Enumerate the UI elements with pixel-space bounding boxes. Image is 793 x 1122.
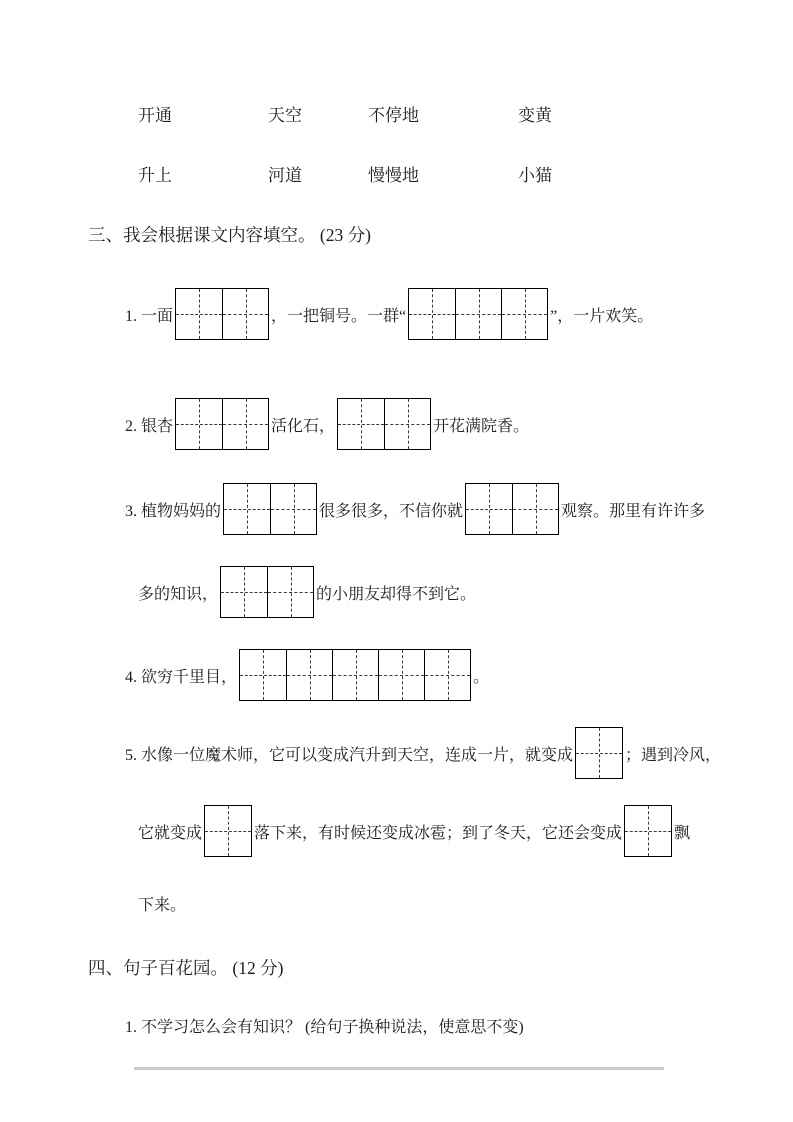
word: 升上	[138, 166, 172, 185]
q5-line3	[138, 895, 793, 917]
grid-cell[interactable]	[221, 567, 267, 617]
text-run: 2. 银杏	[125, 417, 174, 435]
answer-grid[interactable]	[337, 398, 431, 450]
word: 变黄	[518, 106, 552, 125]
grid-cell[interactable]	[455, 289, 501, 339]
word: 天空	[268, 106, 302, 125]
answer-grid[interactable]	[624, 805, 672, 857]
grid-cell[interactable]	[240, 650, 286, 700]
q5-line2	[138, 803, 793, 859]
grid-cell[interactable]	[384, 399, 430, 449]
text-run: 观察。那里有许许多	[561, 502, 706, 520]
answer-grid[interactable]	[239, 649, 471, 701]
text-run: 活化石，	[271, 417, 336, 435]
word-bank-row-1	[138, 106, 793, 126]
text-run: ；遇到冷风，	[625, 746, 722, 764]
q4-line1	[125, 647, 793, 703]
text-run: 5. 水像一位魔术师，它可以变成汽升到天空，连成一片，就变成	[125, 746, 574, 764]
q3-line1	[125, 481, 793, 537]
q1-line1	[125, 286, 793, 342]
answer-grid[interactable]	[408, 288, 548, 340]
grid-cell[interactable]	[424, 650, 470, 700]
text-run: 很多很多，不信你就	[319, 502, 464, 520]
text-run: ，一把铜号。一群“	[271, 307, 407, 325]
grid-cell[interactable]	[576, 728, 622, 778]
q3-line2	[138, 564, 793, 620]
grid-cell[interactable]	[222, 399, 268, 449]
answer-grid[interactable]	[220, 566, 314, 618]
text-run: 落下来，有时候还变成冰雹；到了冬天，它还会变成	[254, 824, 623, 842]
grid-cell[interactable]	[501, 289, 547, 339]
grid-cell[interactable]	[176, 399, 222, 449]
word: 河道	[268, 166, 302, 185]
grid-cell[interactable]	[286, 650, 332, 700]
grid-cell[interactable]	[205, 806, 251, 856]
grid-cell[interactable]	[270, 484, 316, 534]
text-run: ”，一片欢笑。	[550, 307, 654, 325]
answer-grid[interactable]	[175, 288, 269, 340]
q2-line1	[125, 396, 793, 452]
text-run: 下来。	[138, 897, 187, 914]
grid-cell[interactable]	[176, 289, 222, 339]
text-run: 。	[473, 668, 490, 686]
text-run: 飘	[674, 824, 691, 842]
answer-grid[interactable]	[175, 398, 269, 450]
grid-cell[interactable]	[224, 484, 270, 534]
word: 慢慢地	[368, 166, 419, 185]
text-run: 1. 一面	[125, 307, 174, 325]
section4-q1: 1. 不学习怎么会有知识？ (给句子换种说法，使意思不变)	[125, 1019, 524, 1036]
text-run: 多的知识，	[138, 585, 219, 603]
grid-cell[interactable]	[466, 484, 512, 534]
grid-cell[interactable]	[222, 289, 268, 339]
footer-divider	[134, 1067, 664, 1070]
text-run: 的小朋友却得不到它。	[316, 585, 477, 603]
q5-line1	[125, 725, 793, 781]
answer-grid[interactable]	[465, 483, 559, 535]
answer-grid[interactable]	[204, 805, 252, 857]
text-run: 它就变成	[138, 824, 203, 842]
section3-heading: 三、我会根据课文内容填空。 (23 分)	[88, 225, 371, 245]
grid-cell[interactable]	[512, 484, 558, 534]
word: 小猫	[518, 166, 552, 185]
section4-heading: 四、句子百花园。 (12 分)	[88, 958, 284, 978]
grid-cell[interactable]	[332, 650, 378, 700]
word: 开通	[138, 106, 172, 125]
text-run: 开花满院香。	[433, 417, 530, 435]
answer-grid[interactable]	[223, 483, 317, 535]
word-bank-row-2	[138, 166, 793, 186]
answer-grid[interactable]	[575, 727, 623, 779]
grid-cell[interactable]	[625, 806, 671, 856]
text-run: 4. 欲穷千里目，	[125, 668, 238, 686]
grid-cell[interactable]	[267, 567, 313, 617]
word: 不停地	[368, 106, 419, 125]
text-run: 3. 植物妈妈的	[125, 502, 222, 520]
grid-cell[interactable]	[338, 399, 384, 449]
grid-cell[interactable]	[409, 289, 455, 339]
grid-cell[interactable]	[378, 650, 424, 700]
